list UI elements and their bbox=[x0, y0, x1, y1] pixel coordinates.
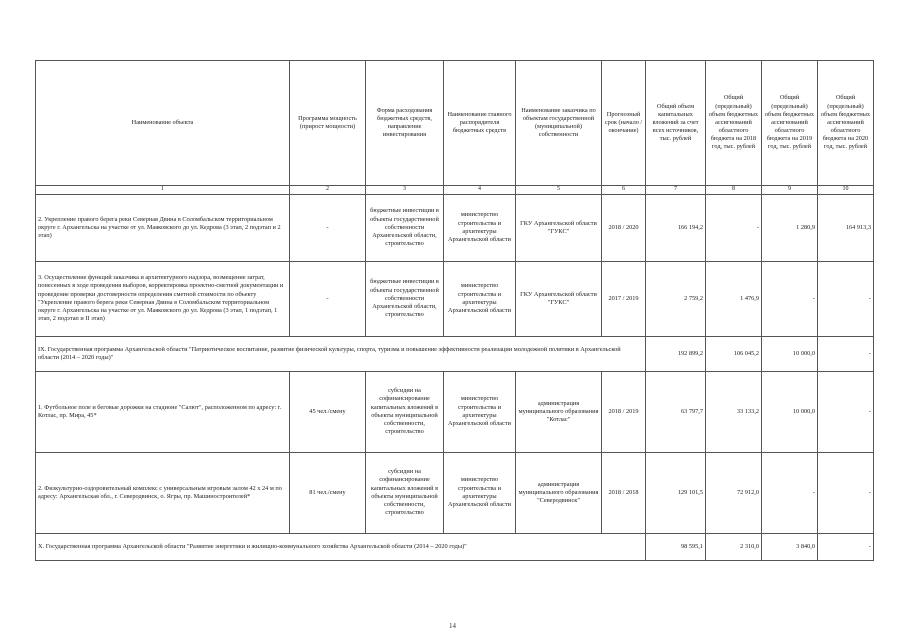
capacity: - bbox=[290, 194, 366, 261]
total-amount: 166 194,2 bbox=[646, 194, 706, 261]
column-number: 1 bbox=[36, 186, 290, 195]
total-amount: 2 759,2 bbox=[646, 261, 706, 336]
column-number: 2 bbox=[290, 186, 366, 195]
capacity: - bbox=[290, 261, 366, 336]
amount-2019: 10 000,0 bbox=[762, 371, 818, 452]
amount-2020: - bbox=[818, 452, 874, 533]
amount-2018: 106 045,2 bbox=[706, 336, 762, 371]
capacity: 45 чел./смену bbox=[290, 371, 366, 452]
amount-2020: - bbox=[818, 336, 874, 371]
header-form: Форма расходования бюджетных средств, направление инвестирования bbox=[366, 61, 444, 186]
header-term: Прогнозный срок (начало / окончание) bbox=[602, 61, 646, 186]
header-capacity: Программа мощность (прирост мощности) bbox=[290, 61, 366, 186]
column-number-row bbox=[36, 186, 874, 195]
amount-2020: - bbox=[818, 371, 874, 452]
object-name: 2. Физкультурно-оздоровительный комплекс с универсальным игровым залом 42 х 24 м по адресу: Архангельская обл., г. Северодвинск, о. Ягры, пр. Машиностроителей* bbox=[36, 452, 290, 533]
amount-2018: 2 310,0 bbox=[706, 533, 762, 560]
header-object-name: Наименование объекта bbox=[36, 61, 290, 186]
column-number: 10 bbox=[818, 186, 874, 195]
header-2020: Общий (предельный) объем бюджетных ассигнований областного бюджета на 2020 год, тыс. рублей bbox=[818, 61, 874, 186]
total-amount: 63 797,7 bbox=[646, 371, 706, 452]
amount-2019: - bbox=[762, 261, 818, 336]
term: 2018 / 2019 bbox=[602, 371, 646, 452]
funding-form: бюджетные инвестиции в объекты государственной собственности Архангельской области, строительство bbox=[366, 261, 444, 336]
table-row bbox=[36, 261, 874, 336]
budget-manager: министерство строительства и архитектуры Архангельской области bbox=[444, 261, 516, 336]
column-number: 9 bbox=[762, 186, 818, 195]
program-name: X. Государственная программа Архангельской области "Развитие энергетики и жилищно-коммунального хозяйства Архангельской области (2014 – 2020 годы)" bbox=[36, 533, 646, 560]
page-number: 14 bbox=[449, 622, 456, 630]
funding-form: субсидии на софинансирование капитальных вложений в объекты муниципальной собственности, строительство bbox=[366, 452, 444, 533]
amount-2020: - bbox=[818, 261, 874, 336]
investment-table bbox=[35, 60, 874, 561]
customer: администрация муниципального образования "Северодвинск" bbox=[516, 452, 602, 533]
header-total: Общий объем капитальных вложений за счет всех источников, тыс. рублей bbox=[646, 61, 706, 186]
amount-2019: 10 000,0 bbox=[762, 336, 818, 371]
term: 2017 / 2019 bbox=[602, 261, 646, 336]
amount-2019: - bbox=[762, 452, 818, 533]
amount-2018: 33 133,2 bbox=[706, 371, 762, 452]
amount-2018: 1 476,9 bbox=[706, 261, 762, 336]
capacity: 81 чел./смену bbox=[290, 452, 366, 533]
object-name: 2. Укрепление правого берега реки Северная Двина в Соломбальском территориальном округе г. Архангельска на участке от ул. Маяковского до ул. Кедрова (3 этап, 2 подэтап и 2 этап) bbox=[36, 194, 290, 261]
table-row bbox=[36, 371, 874, 452]
total-amount: 129 101,5 bbox=[646, 452, 706, 533]
amount-2018: 72 912,0 bbox=[706, 452, 762, 533]
customer: ГКУ Архангельской области "ГУКС" bbox=[516, 261, 602, 336]
program-row bbox=[36, 336, 874, 371]
customer: администрация муниципального образования "Котлас" bbox=[516, 371, 602, 452]
budget-manager: министерство строительства и архитектуры Архангельской области bbox=[444, 371, 516, 452]
header-2019: Общий (предельный) объем бюджетных ассигнований областного бюджета на 2019 год, тыс. рублей bbox=[762, 61, 818, 186]
budget-manager: министерство строительства и архитектуры Архангельской области bbox=[444, 194, 516, 261]
header-customer: Наименование заказчика по объектам государственной (муниципальной) собственности bbox=[516, 61, 602, 186]
amount-2020: 164 913,3 bbox=[818, 194, 874, 261]
column-number: 3 bbox=[366, 186, 444, 195]
column-number: 5 bbox=[516, 186, 602, 195]
term: 2018 / 2018 bbox=[602, 452, 646, 533]
term: 2018 / 2020 bbox=[602, 194, 646, 261]
amount-2018: - bbox=[706, 194, 762, 261]
total-amount: 98 595,1 bbox=[646, 533, 706, 560]
column-number: 6 bbox=[602, 186, 646, 195]
customer: ГКУ Архангельской области "ГУКС" bbox=[516, 194, 602, 261]
column-number: 8 bbox=[706, 186, 762, 195]
column-number: 7 bbox=[646, 186, 706, 195]
funding-form: бюджетные инвестиции в объекты государственной собственности Архангельской области, строительство bbox=[366, 194, 444, 261]
table-row bbox=[36, 452, 874, 533]
header-manager: Наименование главного распорядителя бюджетных средств bbox=[444, 61, 516, 186]
column-number: 4 bbox=[444, 186, 516, 195]
program-row bbox=[36, 533, 874, 560]
object-name: 1. Футбольное поле и беговые дорожки на стадионе "Салют", расположенном по адресу: г. Котлас, пр. Мира, 45* bbox=[36, 371, 290, 452]
total-amount: 192 899,2 bbox=[646, 336, 706, 371]
header-2018: Общий (предельный) объем бюджетных ассигнований областного бюджета на 2018 год, тыс. рублей bbox=[706, 61, 762, 186]
amount-2019: 3 840,0 bbox=[762, 533, 818, 560]
funding-form: субсидии на софинансирование капитальных вложений в объекты муниципальной собственности, строительство bbox=[366, 371, 444, 452]
amount-2020: - bbox=[818, 533, 874, 560]
amount-2019: 1 280,9 bbox=[762, 194, 818, 261]
program-name: IX. Государственная программа Архангельской области "Патриотическое воспитание, развитие физической культуры, спорта, туризма и повышение эффективности реализации молодежной политики в Архангельской области (2014 – 2020 годы)" bbox=[36, 336, 646, 371]
budget-manager: министерство строительства и архитектуры Архангельской области bbox=[444, 452, 516, 533]
header-row bbox=[36, 61, 874, 186]
object-name: 3. Осуществление функций заказчика и архитектурного надзора, возмещение затрат, понесенных в ходе проведения выборов, корректировка проектно-сметной документации и проведение проверки достоверности определения сметной стоимости по объекту "Укрепление правого берега реки Северная Двина в Соломбальском территориальном округе г. Архангельска на участке от ул. Маяковского до ул. Кедрова (3 этап, 1 подэтап, 1 этап, 2 подэтап и II этап) bbox=[36, 261, 290, 336]
table-row bbox=[36, 194, 874, 261]
